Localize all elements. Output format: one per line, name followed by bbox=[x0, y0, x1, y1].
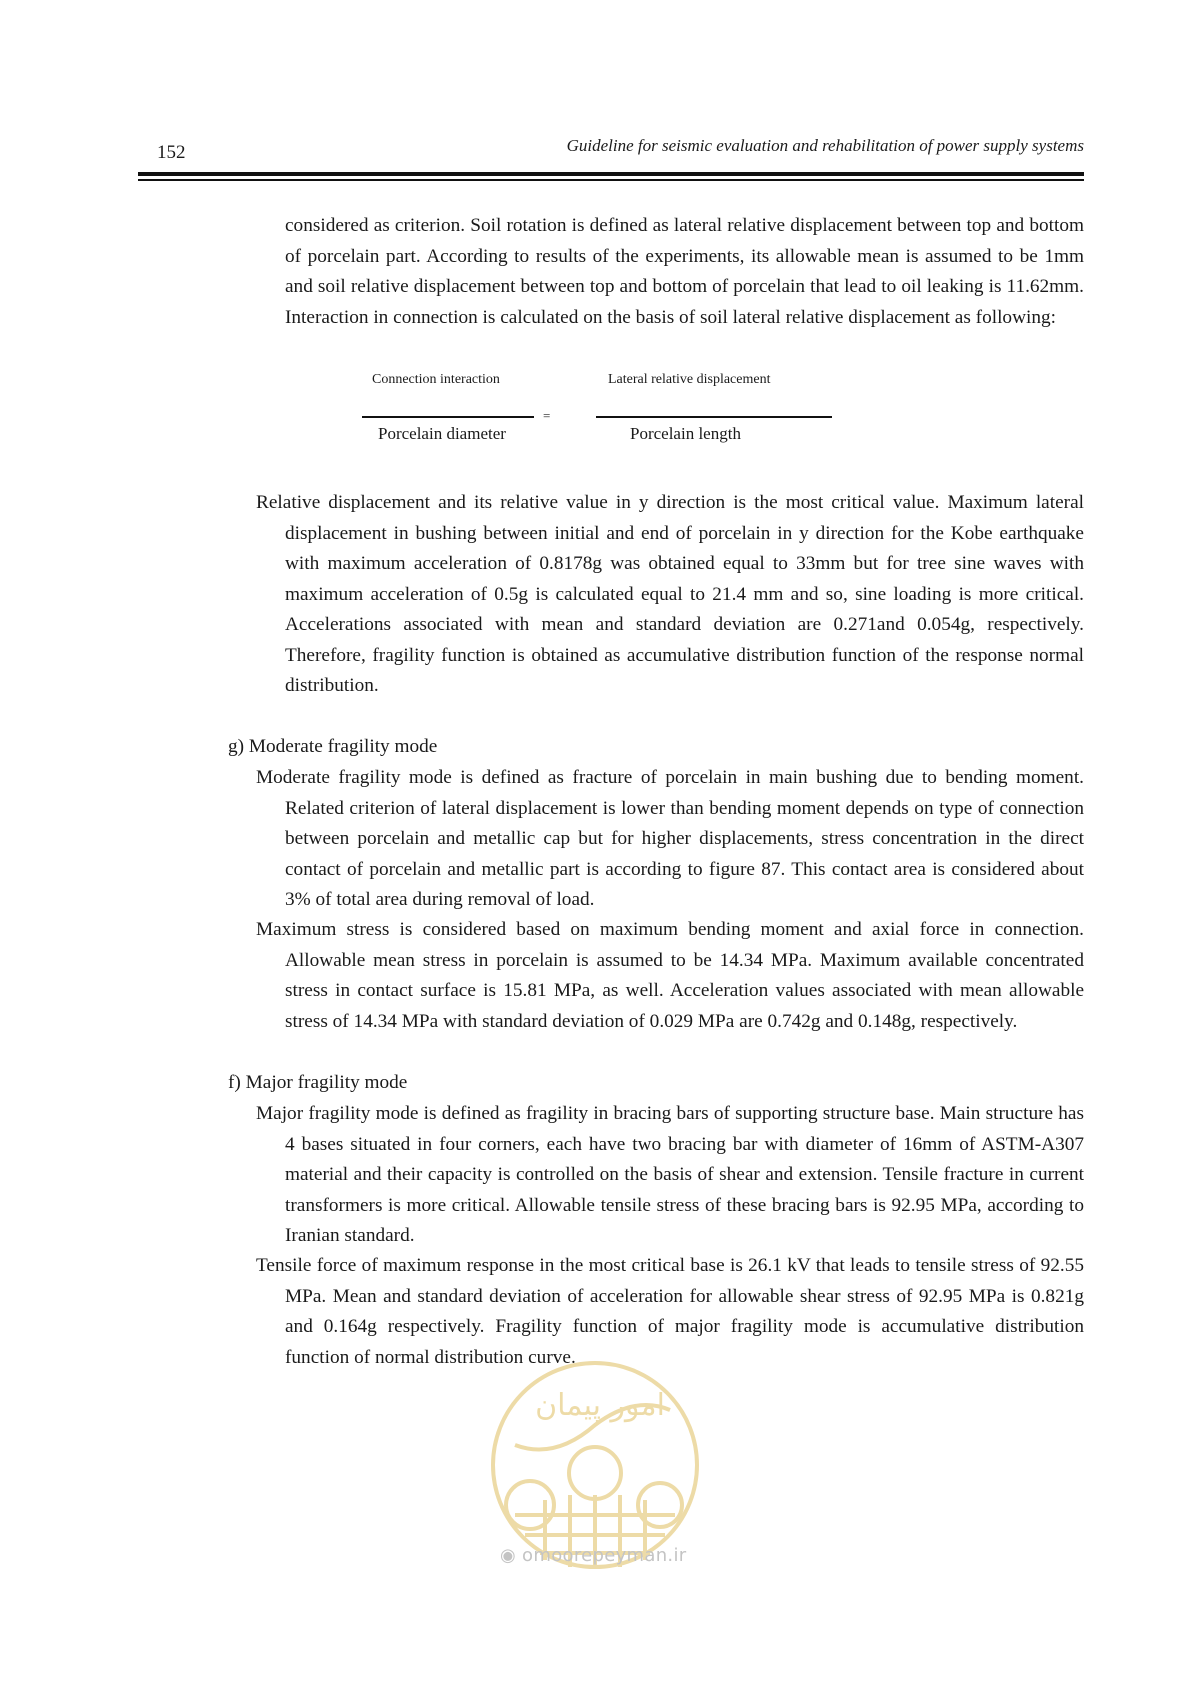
paragraph-relative-displacement: Relative displacement and its relative value in y direction is the most critical value. Maximum lateral displacement in bushing between initial and end of porcelain in y direction for the Kobe earthquake with maximum acceleration of 0.8178g was obtained equal to 33mm but for tree sine waves with maximum acceleration of 0.5g is calculated equal to 21.4 mm and so, sine loading is more critical. Accelerations associated with mean and standard deviation are 0.271and 0.054g, respectively. Therefore, fragility function is obtained as accumulative distribution function of the response normal distribution. bbox=[256, 492, 1084, 696]
heading-moderate-fragility: g) Moderate fragility mode bbox=[228, 736, 438, 757]
paragraph-major-fragility: Major fragility mode is defined as fragility in bracing bars of supporting structure base. Main structure has 4 bases situated in four corners, each have two bracing bar with diameter of 16mm of ASTM-A307 material and their capacity is controlled on the basis of shear and extension. Tensile fracture in current transformers is more critical. Allowable tensile stress of these bracing bars is 92.95 MPa, according to Iranian standard. bbox=[256, 1103, 1084, 1246]
watermark-emblem bbox=[485, 1355, 705, 1575]
header-rule-thick bbox=[138, 172, 1084, 176]
watermark-emblem-text: امور پیمان bbox=[535, 1388, 665, 1423]
header-rule-thin bbox=[138, 179, 1084, 181]
formula-left-denominator: Porcelain diameter bbox=[378, 424, 506, 443]
watermark-site-text: omoorepeyman.ir bbox=[522, 1545, 687, 1566]
page-number: 152 bbox=[157, 142, 186, 163]
paragraph-soil-rotation: considered as criterion. Soil rotation is defined as lateral relative displacement between top and bottom of porcelain part. According to results of the experiments, its allowable mean is assumed to be 1mm and soil relative displacement between top and bottom of porcelain that lead to oil leaking is 11.62mm. Interaction in connection is calculated on the basis of soil lateral relative displacement as following: bbox=[285, 215, 1084, 328]
paragraph-maximum-stress: Maximum stress is considered based on maximum bending moment and axial force in connection. Allowable mean stress in porcelain is assumed to be 14.34 MPa. Maximum available concentrated stress in contact surface is 15.81 MPa, as well. Acceleration values associated with mean allowable stress of 14.34 MPa with standard deviation of 0.029 MPa are 0.742g and 0.148g, respectively. bbox=[256, 919, 1084, 1032]
paragraph-tensile-force: Tensile force of maximum response in the most critical base is 26.1 kV that leads to tensile stress of 92.55 MPa. Mean and standard deviation of acceleration for allowable shear stress of 92.95 MPa is 0.821g and 0.164g respectively. Fragility function of major fragility mode is accumulative distribution function of normal distribution curve. bbox=[256, 1255, 1084, 1368]
formula-right-denominator: Porcelain length bbox=[630, 424, 741, 443]
formula-right-fraction-bar bbox=[596, 416, 832, 418]
paragraph-moderate-fragility: Moderate fragility mode is defined as fracture of porcelain in main bushing due to bending moment. Related criterion of lateral displacement is lower than bending moment depends on type of connection between porcelain and metallic cap but for higher displacements, stress concentration in the direct contact of porcelain and metallic part is according to figure 87. This contact area is considered about 3% of total area during removal of load. bbox=[256, 767, 1084, 910]
globe-icon: ◉ bbox=[500, 1545, 517, 1566]
formula-equals-sign: = bbox=[543, 408, 551, 423]
watermark-site bbox=[500, 1545, 686, 1566]
formula-right-numerator: Lateral relative displacement bbox=[608, 372, 771, 387]
formula-block bbox=[360, 372, 840, 452]
formula-left-fraction-bar bbox=[362, 416, 534, 418]
heading-major-fragility: f) Major fragility mode bbox=[228, 1072, 408, 1093]
formula-left-numerator: Connection interaction bbox=[372, 372, 500, 387]
running-header: Guideline for seismic evaluation and rehabilitation of power supply systems bbox=[566, 136, 1084, 155]
